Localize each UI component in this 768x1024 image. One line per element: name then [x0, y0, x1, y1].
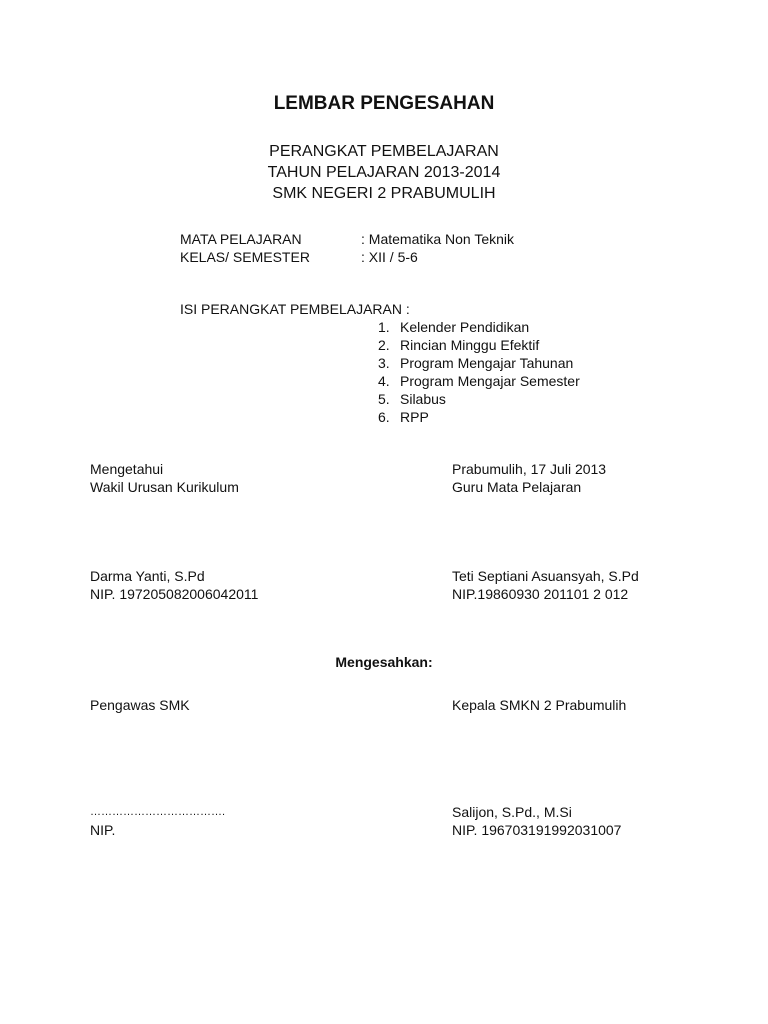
subtitle-line-3: SMK NEGERI 2 PRABUMULIH — [272, 185, 496, 202]
isi-item — [378, 336, 539, 354]
isi-item-text: Program Mengajar Semester — [400, 373, 580, 389]
isi-item — [378, 408, 429, 426]
isi-item-number: 4. — [378, 373, 390, 389]
guru-name: Teti Septiani Asuansyah, S.Pd — [452, 568, 639, 584]
isi-item-number: 2. — [378, 337, 390, 353]
isi-item — [378, 390, 446, 408]
kepala-nip: NIP. 196703191992031007 — [452, 822, 622, 838]
mengetahui-text: Mengetahui — [90, 461, 164, 477]
isi-item-text: Program Mengajar Tahunan — [400, 355, 574, 371]
mata-pelajaran-label: MATA PELAJARAN — [180, 231, 302, 247]
wakil-kurikulum-text: Wakil Urusan Kurikulum — [90, 479, 239, 495]
isi-item — [378, 318, 529, 336]
mata-pelajaran-value: : Matematika Non Teknik — [361, 231, 515, 247]
isi-item-number: 3. — [378, 355, 390, 371]
isi-item-text: Rincian Minggu Efektif — [400, 337, 540, 353]
isi-item-text: RPP — [400, 409, 429, 425]
isi-item-number: 5. — [378, 391, 390, 407]
isi-item-text: Silabus — [400, 391, 446, 407]
isi-item-number: 6. — [378, 409, 390, 425]
isi-item — [378, 354, 573, 372]
isi-heading: ISI PERANGKAT PEMBELAJARAN : — [180, 301, 410, 317]
guru-role-text: Guru Mata Pelajaran — [452, 479, 582, 495]
document-title: LEMBAR PENGESAHAN — [273, 93, 495, 114]
kelas-semester-value: : XII / 5-6 — [361, 249, 418, 265]
subtitle-line-2: TAHUN PELAJARAN 2013-2014 — [267, 164, 501, 181]
pengawas-name-placeholder: ………………………………. — [90, 806, 226, 818]
mengesahkan-heading: Mengesahkan: — [335, 654, 433, 670]
pengawas-role: Pengawas SMK — [90, 697, 190, 713]
kepala-role: Kepala SMKN 2 Prabumulih — [452, 697, 627, 713]
wakil-nip: NIP. 197205082006042011 — [90, 586, 259, 602]
place-date-text: Prabumulih, 17 Juli 2013 — [452, 461, 607, 477]
isi-item-text: Kelender Pendidikan — [400, 319, 530, 335]
kepala-name: Salijon, S.Pd., M.Si — [452, 804, 572, 820]
isi-item-number: 1. — [378, 319, 390, 335]
wakil-name: Darma Yanti, S.Pd — [90, 568, 205, 584]
kelas-semester-label: KELAS/ SEMESTER — [180, 249, 310, 265]
subtitle-line-1: PERANGKAT PEMBELAJARAN — [269, 143, 499, 160]
guru-nip: NIP.19860930 201101 2 012 — [452, 586, 629, 602]
pengawas-nip: NIP. — [90, 822, 116, 838]
isi-item — [378, 372, 580, 390]
